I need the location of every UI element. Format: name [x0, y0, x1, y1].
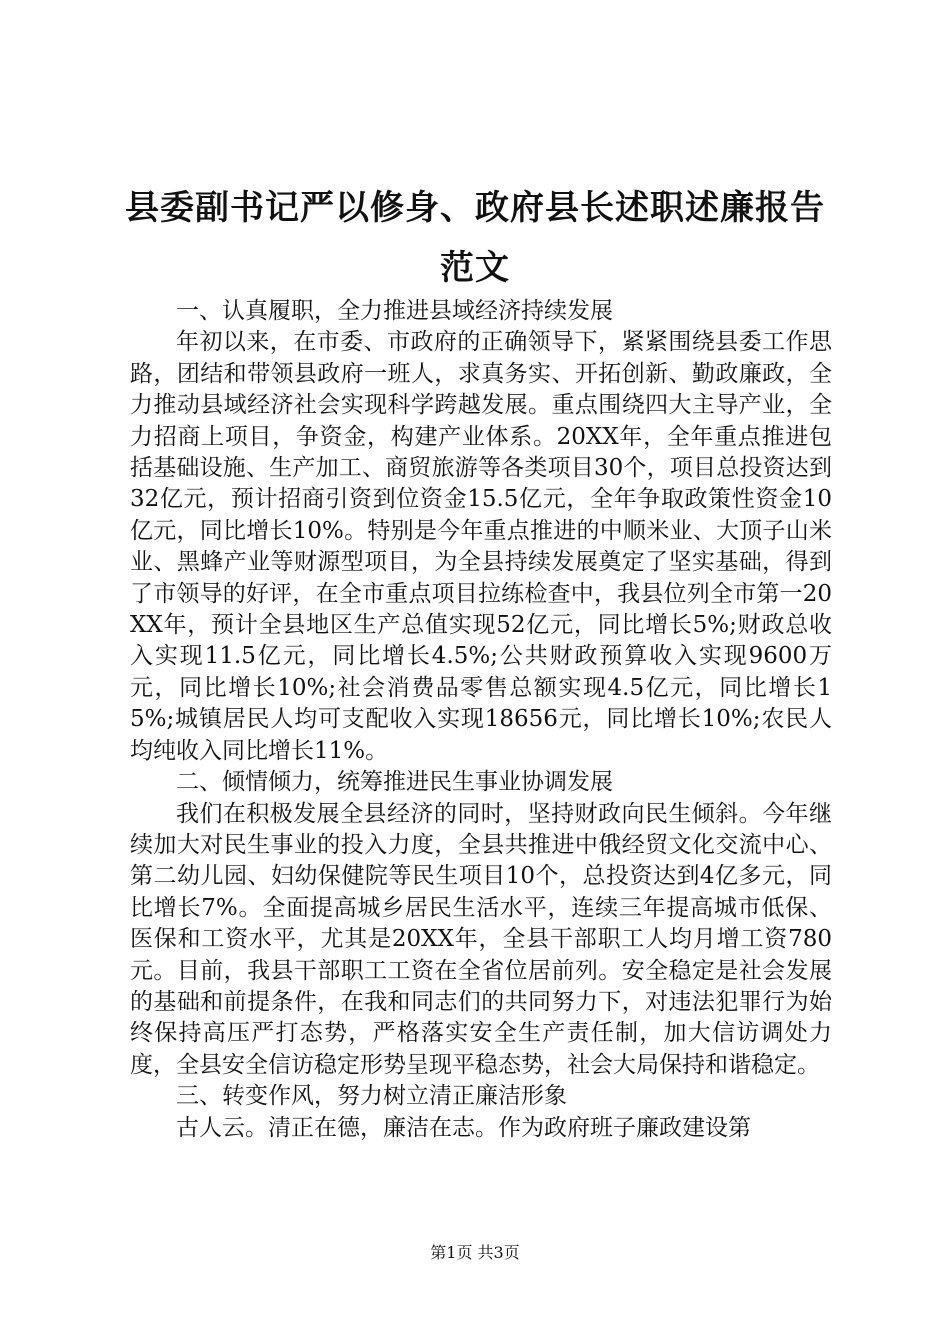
paragraph-livelihood: 我们在积极发展全县经济的同时，坚持财政向民生倾斜。今年继续加大对民生事业的投入力度，全县共推进中俄经贸文化交流中心、第二幼儿园、妇幼保健院等民生项目10个，总投资达到4亿多元，同比增长7%。全面提高城乡居民生活水平，连续三年提高城市低保、医保和工资水平，尤其是20XX年，全县干部职工人均月增工资780元。目前，我县干部职工工资在全省位居前列。安全稳定是社会发展的基础和前提条件，在我和同志们的共同努力下，对违法犯罪行为始终保持高压严打态势，严格落实安全生产责任制，加大信访调处力度，全县安全信访稳定形势呈现平稳态势，社会大局保持和谐稳定。 — [130, 800, 832, 1078]
paragraph-economy: 年初以来，在市委、市政府的正确领导下，紧紧围绕县委工作思路，团结和带领县政府一班人，求真务实、开拓创新、勤政廉政，全力推动县域经济社会实现科学跨越发展。重点围绕四大主导产业，全力招商上项目，争资金，构建产业体系。20XX年，全年重点推进包括基础设施、生产加工、商贸旅游等各类项目30个，项目总投资达到32亿元，预计招商引资到位资金15.5亿元，全年争取政策性资金10亿元，同比增长10%。特别是今年重点推进的中顺米业、大顶子山米业、黑蜂产业等财源型项目，为全县持续发展奠定了坚实基础，得到了市领导的好评，在全市重点项目拉练检查中，我县位列全市第一20XX年，预计全县地区生产总值实现52亿元，同比增长5%;财政总收入实现11.5亿元，同比增长4.5%;公共财政预算收入实现9600万元，同比增长10%;社会消费品零售总额实现4.5亿元，同比增长15%;城镇居民人均可支配收入实现18656元，同比增长10%;农民人均纯收入同比增长11%。 — [130, 329, 832, 764]
page-footer: 第1页 共3页 — [430, 1243, 520, 1262]
document-title-line-1: 县委副书记严以修身、政府县长述职述廉报告 — [125, 188, 825, 228]
document-title-line-2: 范文 — [440, 248, 510, 288]
section-heading-3: 三、转变作风，努力树立清正廉洁形象 — [176, 1083, 567, 1110]
section-heading-1: 一、认真履职，全力推进县域经济持续发展 — [176, 298, 613, 324]
section-heading-2: 二、倾情倾力，统筹推进民生事业协调发展 — [176, 769, 613, 796]
paragraph-integrity: 古人云。清正在德，廉洁在志。作为政府班子廉政建设第 — [176, 1114, 751, 1141]
document-body — [130, 296, 832, 1144]
